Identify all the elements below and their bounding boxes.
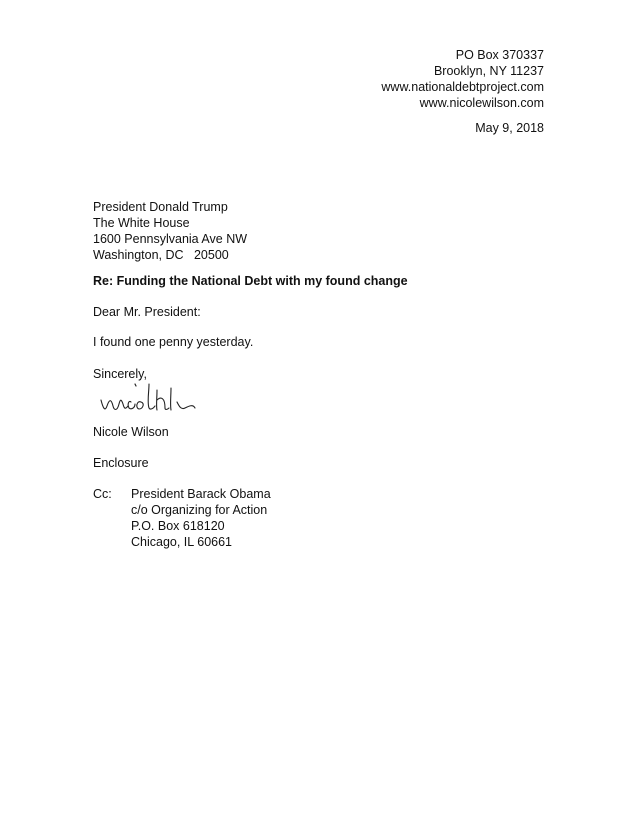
cc-line: President Barack Obama bbox=[131, 487, 271, 501]
recipient-city: Washington, DC 20500 bbox=[93, 248, 229, 262]
subject-line: Re: Funding the National Debt with my found change bbox=[93, 274, 408, 288]
cc-address bbox=[131, 486, 271, 550]
recipient-address-block bbox=[93, 199, 247, 263]
sender-website-project: www.nationaldebtproject.com bbox=[381, 80, 544, 94]
letter-body: I found one penny yesterday. bbox=[93, 335, 254, 349]
cc-line: P.O. Box 618120 bbox=[131, 519, 225, 533]
sender-address-block bbox=[381, 47, 544, 111]
sender-city: Brooklyn, NY 11237 bbox=[433, 64, 544, 78]
handwritten-signature bbox=[95, 378, 235, 418]
signer-name: Nicole Wilson bbox=[93, 425, 169, 439]
enclosure-note: Enclosure bbox=[93, 456, 149, 470]
closing: Sincerely, bbox=[93, 367, 147, 381]
sender-po-box: PO Box 370337 bbox=[455, 48, 544, 62]
cc-line: c/o Organizing for Action bbox=[131, 503, 268, 517]
recipient-organization: The White House bbox=[93, 216, 190, 230]
cc-block bbox=[93, 486, 271, 550]
cc-line: Chicago, IL 60661 bbox=[131, 535, 233, 549]
sender-website-personal: www.nicolewilson.com bbox=[419, 96, 544, 110]
salutation: Dear Mr. President: bbox=[93, 305, 201, 319]
recipient-name: President Donald Trump bbox=[93, 200, 228, 214]
recipient-street: 1600 Pennsylvania Ave NW bbox=[93, 232, 248, 246]
letter-date: May 9, 2018 bbox=[475, 121, 544, 135]
cc-label: Cc: bbox=[93, 487, 112, 501]
